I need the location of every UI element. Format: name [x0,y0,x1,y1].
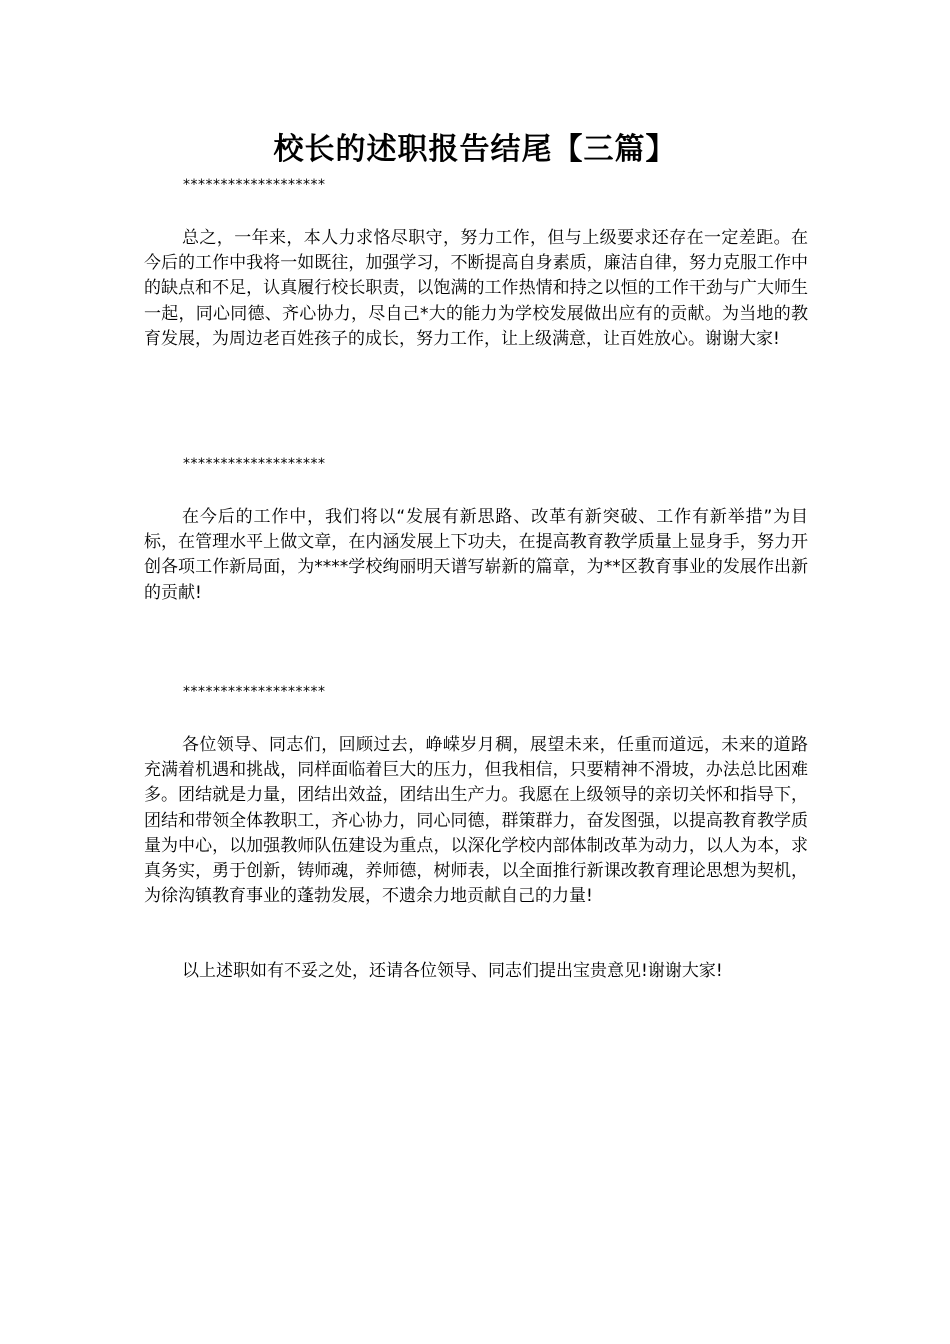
section-3-paragraph-1: 各位领导、同志们，回顾过去，峥嵘岁月稠，展望未来，任重而道远，未来的道路充满着机遇和挑战，同样面临着巨大的压力，但我相信，只要精神不滑坡，办法总比困难多。团结就是力量，团结出效益，团结出生产力。我愿在上级领导的亲切关怀和指导下，团结和带领全体教职工，齐心协力，同心同德，群策群力，奋发图强，以提高教育教学质量为中心，以加强教师队伍建设为重点，以深化学校内部体制改革为动力，以人为本，求真务实，勇于创新，铸师魂，养师德，树师表，以全面推行新课改教育理论思想为契机，为徐沟镇教育事业的蓬勃发展，不遗余力地贡献自己的力量! [144,735,808,907]
section-2-separator: ******************* [183,456,326,472]
section-2-paragraph: 在今后的工作中，我们将以“发展有新思路、改革有新突破、工作有新举措”为目标，在管理水平上做文章，在内涵发展上下功夫，在提高教育教学质量上显身手，努力开创各项工作新局面，为****学校绚丽明天谱写崭新的篇章，为**区教育事业的发展作出新的贡献! [144,507,808,603]
section-1-paragraph: 总之，一年来，本人力求恪尽职守，努力工作，但与上级要求还存在一定差距。在今后的工作中我将一如既往，加强学习，不断提高自身素质，廉洁自律，努力克服工作中的缺点和不足，认真履行校长职责，以饱满的工作热情和持之以恒的工作干劲与广大师生一起，同心同德、齐心协力，尽自己*大的能力为学校发展做出应有的贡献。为当地的教育发展，为周边老百姓孩子的成长，努力工作，让上级满意，让百姓放心。谢谢大家! [144,228,808,349]
page-title: 校长的述职报告结尾【三篇】 [273,132,677,167]
section-3-paragraph-2: 以上述职如有不妥之处，还请各位领导、同志们提出宝贵意见!谢谢大家! [182,961,723,981]
section-1-separator: ******************* [183,177,326,193]
section-3-separator: ******************* [183,684,326,700]
